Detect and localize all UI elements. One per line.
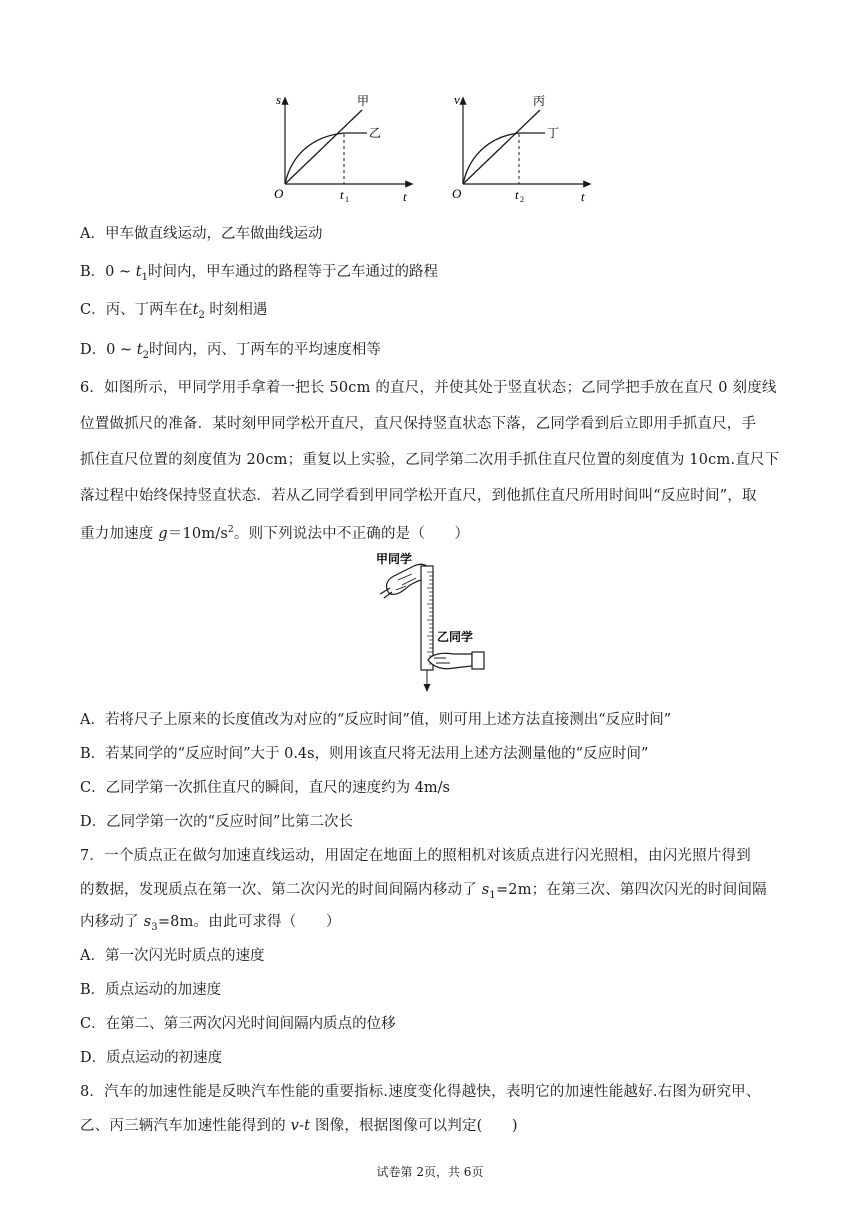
yi-hand-icon (428, 653, 472, 668)
q7-sub-1: 1 (489, 889, 496, 901)
t1-tick-sub: 1 (345, 195, 349, 204)
q5-option-b (80, 262, 438, 288)
q7-stem-line2 (80, 880, 767, 906)
t2-tick-sub: 2 (520, 195, 524, 204)
curve-bing-line (463, 110, 540, 184)
q8-stem-line2-tail: 图像，根据图像可以判定( ) (310, 1118, 518, 1134)
q6-stem-line4: 落过程中始终保持竖直状态．若从乙同学看到甲同学松开直尺，到他抓住直尺所用时间叫“反应时间”，取 (80, 488, 757, 504)
q7-sub-3: 3 (151, 921, 158, 933)
q5-option-c (80, 300, 267, 326)
q5-option-c-text: C．丙、丁两车在 (80, 302, 193, 318)
q5-option-d (80, 340, 381, 366)
q6-stem-question: 。则下列说法中不正确的是（ ） (233, 525, 470, 542)
curve-ding-line (463, 133, 545, 184)
yi-student-label: 乙同学 (437, 630, 474, 644)
q8-stem-line2 (80, 1116, 518, 1136)
q6-g-value: ＝10m/s (167, 525, 229, 542)
q7-stem-line2-tail: =2m；在第三次、第四次闪光的时间间隔 (495, 882, 767, 898)
q5-option-d-var: t (136, 342, 143, 358)
q5-option-c-var: t (192, 302, 199, 318)
q7-stem-line2-text: 的数据，发现质点在第一次、第二次闪光的时间间隔内移动了 (80, 882, 482, 898)
jia-student-label: 甲同学 (376, 552, 413, 566)
q7-stem-line3-text: 内移动了 (80, 914, 144, 930)
q5-option-b-sub: 1 (141, 271, 148, 283)
v-t-graph (448, 94, 598, 206)
q6-stem-line5 (80, 520, 469, 544)
q5-option-d-range: 0 ~ (106, 342, 137, 358)
q5-option-a: A．甲车做直线运动，乙车做曲线运动 (80, 226, 323, 242)
yi-sleeve (472, 652, 484, 669)
q8-var-vt: v-t (290, 1118, 311, 1134)
q8-stem-line2-text: 乙、丙三辆汽车加速性能得到的 (80, 1118, 291, 1134)
q8-stem-line1: 8．汽车的加速性能是反映汽车性能的重要指标.速度变化得越快，表明它的加速性能越好.右图为研究甲、 (80, 1084, 761, 1100)
q6-stem-line1: 6．如图所示，甲同学用手拿着一把长 50cm 的直尺，并使其处于竖直状态；乙同学把手放在直尺 0 刻度线 (80, 380, 777, 396)
axis-x-label: t (581, 189, 585, 204)
q6-stem-line5-text: 重力加速度 (80, 525, 159, 542)
q6-g-exp: 2 (228, 525, 234, 535)
t1-tick-label: t (340, 187, 344, 202)
curve-yi-label: 乙 (369, 126, 382, 140)
q6-option-c: C．乙同学第一次抓住直尺的瞬间，直尺的速度约为 4m/s (80, 780, 451, 796)
q5-option-c-tail: 时刻相遇 (204, 302, 268, 318)
origin-label: O (274, 186, 284, 201)
q7-option-d: D．质点运动的初速度 (80, 1050, 223, 1066)
curve-ding-label: 丁 (547, 126, 560, 140)
q6-option-d: D．乙同学第一次的“反应时间”比第二次长 (80, 814, 353, 830)
q6-stem-line2: 位置做抓尺的准备．某时刻甲同学松开直尺，直尺保持竖直状态下落，乙同学看到后立即用手抓直尺，手 (80, 416, 757, 432)
q7-option-a: A．第一次闪光时质点的速度 (80, 948, 265, 964)
q6-option-b: B．若某同学的“反应时间”大于 0.4s，则用该直尺将无法用上述方法测量他的“反应时间” (80, 746, 649, 762)
q5-option-b-range: 0 ~ (105, 264, 136, 280)
curve-yi-line (285, 133, 367, 184)
q6-var-g: g (158, 525, 168, 542)
page-footer: 试卷第 2页，共 6页 (376, 1165, 484, 1179)
q5-option-d-text: 时间内，丙、丁两车的平均速度相等 (148, 342, 381, 358)
axis-x-label: t (403, 189, 407, 204)
q5-option-c-sub: 2 (198, 309, 205, 321)
q7-stem-line1: 7．一个质点正在做匀加速直线运动，用固定在地面上的照相机对该质点进行闪光照相，由闪光照片得到 (80, 848, 751, 864)
q6-option-a: A．若将尺子上原来的长度值改为对应的“反应时间”值，则可用上述方法直接测出“反应时间” (80, 712, 672, 728)
q7-var-s3: s (143, 914, 152, 930)
t2-tick-label: t (515, 187, 519, 202)
q5-option-b-label: B． (80, 264, 106, 280)
origin-label: O (452, 186, 462, 201)
q5-option-b-text: 时间内，甲车通过的路程等于乙车通过的路程 (147, 264, 438, 280)
q5-option-d-label: D． (80, 342, 107, 358)
s-t-graph (270, 94, 420, 206)
axis-y-label: v (454, 94, 460, 107)
q7-stem-line3-tail: =8m。由此可求得（ ） (157, 914, 341, 930)
q6-stem-line3: 抓住直尺位置的刻度值为 20cm；重复以上实验，乙同学第二次用手抓住直尺位置的刻度值为 10cm.直尺下 (80, 452, 780, 468)
q7-option-c: C．在第二、第三两次闪光时间间隔内质点的位移 (80, 1016, 396, 1032)
curve-jia-label: 甲 (357, 94, 370, 108)
q7-var-s1: s (481, 882, 490, 898)
ruler-body (421, 566, 433, 670)
ruler-illustration (362, 548, 497, 696)
curve-bing-label: 丙 (533, 94, 546, 108)
curve-jia-line (285, 110, 362, 184)
q5-option-b-var: t (135, 264, 142, 280)
q7-stem-line3 (80, 912, 341, 938)
fall-arrow-icon (424, 684, 431, 692)
q5-option-d-sub: 2 (142, 349, 149, 361)
axis-y-label: s (276, 94, 282, 107)
q7-option-b: B．质点运动的加速度 (80, 982, 222, 998)
